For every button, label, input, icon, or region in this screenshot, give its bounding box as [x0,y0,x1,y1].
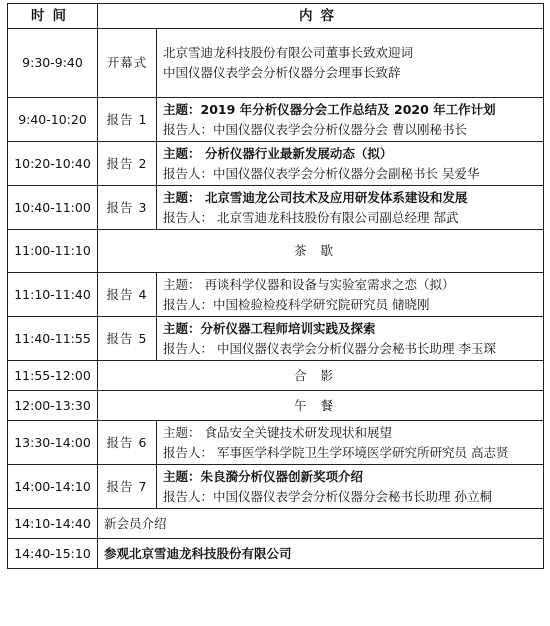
row-type: 报告 5 [98,317,157,361]
opening-line-1: 北京雪迪龙科技股份有限公司董事长致欢迎词 [163,45,414,60]
agenda-row-report-3 [8,186,544,230]
report-speaker: 报告人： 中国仪器仪表学会分析仪器分会秘书长助理 李玉琛 [163,340,496,356]
agenda-row-report-2 [8,142,544,186]
row-time: 14:10-14:40 [8,509,98,539]
report-speaker: 报告人： 军事医学科学院卫生学环境医学研究所研究员 高志贤 [163,444,509,460]
report-topic: 主题： 分析仪器行业最新发展动态（拟） [163,145,393,161]
row-time: 11:40-11:55 [8,317,98,361]
report-topic: 主题： 再谈科学仪器和设备与实验室需求之恋（拟） [163,276,455,292]
row-time: 14:40-15:10 [8,539,98,569]
row-time: 14:00-14:10 [8,465,98,509]
lunch-label: 午餐 [98,391,544,421]
agenda-row-new-members [8,509,544,539]
header-row [8,4,544,29]
row-detail [157,29,544,98]
new-members-label: 新会员介绍 [98,509,544,539]
agenda-row-lunch [8,391,544,421]
agenda-row-report-4 [8,273,544,317]
agenda-row-visit [8,539,544,569]
row-time: 11:10-11:40 [8,273,98,317]
row-detail [157,186,544,230]
report-topic: 主题： 食品安全关键技术研发现状和展望 [163,424,392,440]
row-time: 12:00-13:30 [8,391,98,421]
agenda-row-photo [8,361,544,391]
tea-break-label: 茶歇 [98,230,544,273]
row-type: 报告 2 [98,142,157,186]
row-type: 开幕式 [98,29,157,98]
row-detail [157,98,544,142]
row-detail [157,465,544,509]
agenda-row-opening [8,29,544,98]
report-speaker: 报告人：中国仪器仪表学会分析仪器分会副秘书长 吴爱华 [163,165,480,181]
row-detail [157,421,544,465]
agenda-row-report-7 [8,465,544,509]
row-type: 报告 4 [98,273,157,317]
row-time: 9:40-10:20 [8,98,98,142]
content-header: 内容 [98,4,544,29]
report-topic: 主题：分析仪器工程师培训实践及探索 [163,320,376,336]
row-time: 10:40-11:00 [8,186,98,230]
row-time: 11:00-11:10 [8,230,98,273]
row-time: 11:55-12:00 [8,361,98,391]
report-topic: 主题：2019 年分析仪器分会工作总结及 2020 年工作计划 [163,101,496,117]
visit-label: 参观北京雪迪龙科技股份有限公司 [98,539,544,569]
row-type: 报告 7 [98,465,157,509]
report-speaker: 报告人：中国检验检疫科学研究院研究员 储晓刚 [163,296,430,312]
agenda-row-report-5 [8,317,544,361]
agenda-row-report-1 [8,98,544,142]
report-topic: 主题： 北京雪迪龙公司技术及应用研发体系建设和发展 [163,189,468,205]
row-detail [157,317,544,361]
row-time: 13:30-14:00 [8,421,98,465]
report-topic: 主题：朱良漪分析仪器创新奖项介绍 [163,468,364,484]
row-type: 报告 1 [98,98,157,142]
row-time: 10:20-10:40 [8,142,98,186]
agenda-table [7,3,544,569]
row-type: 报告 3 [98,186,157,230]
row-detail [157,273,544,317]
opening-line-2: 中国仪器仪表学会分析仪器分会理事长致辞 [163,65,401,80]
row-type: 报告 6 [98,421,157,465]
row-detail [157,142,544,186]
agenda-row-report-6 [8,421,544,465]
time-header: 时间 [8,4,98,29]
report-speaker: 报告人：中国仪器仪表学会分析仪器分会秘书长助理 孙立桐 [163,488,492,504]
row-time: 9:30-9:40 [8,29,98,98]
group-photo-label: 合影 [98,361,544,391]
agenda-row-tea-break [8,230,544,273]
report-speaker: 报告人：中国仪器仪表学会分析仪器分会 曹以刚秘书长 [163,121,467,137]
report-speaker: 报告人： 北京雪迪龙科技股份有限公司副总经理 郜武 [163,209,459,225]
